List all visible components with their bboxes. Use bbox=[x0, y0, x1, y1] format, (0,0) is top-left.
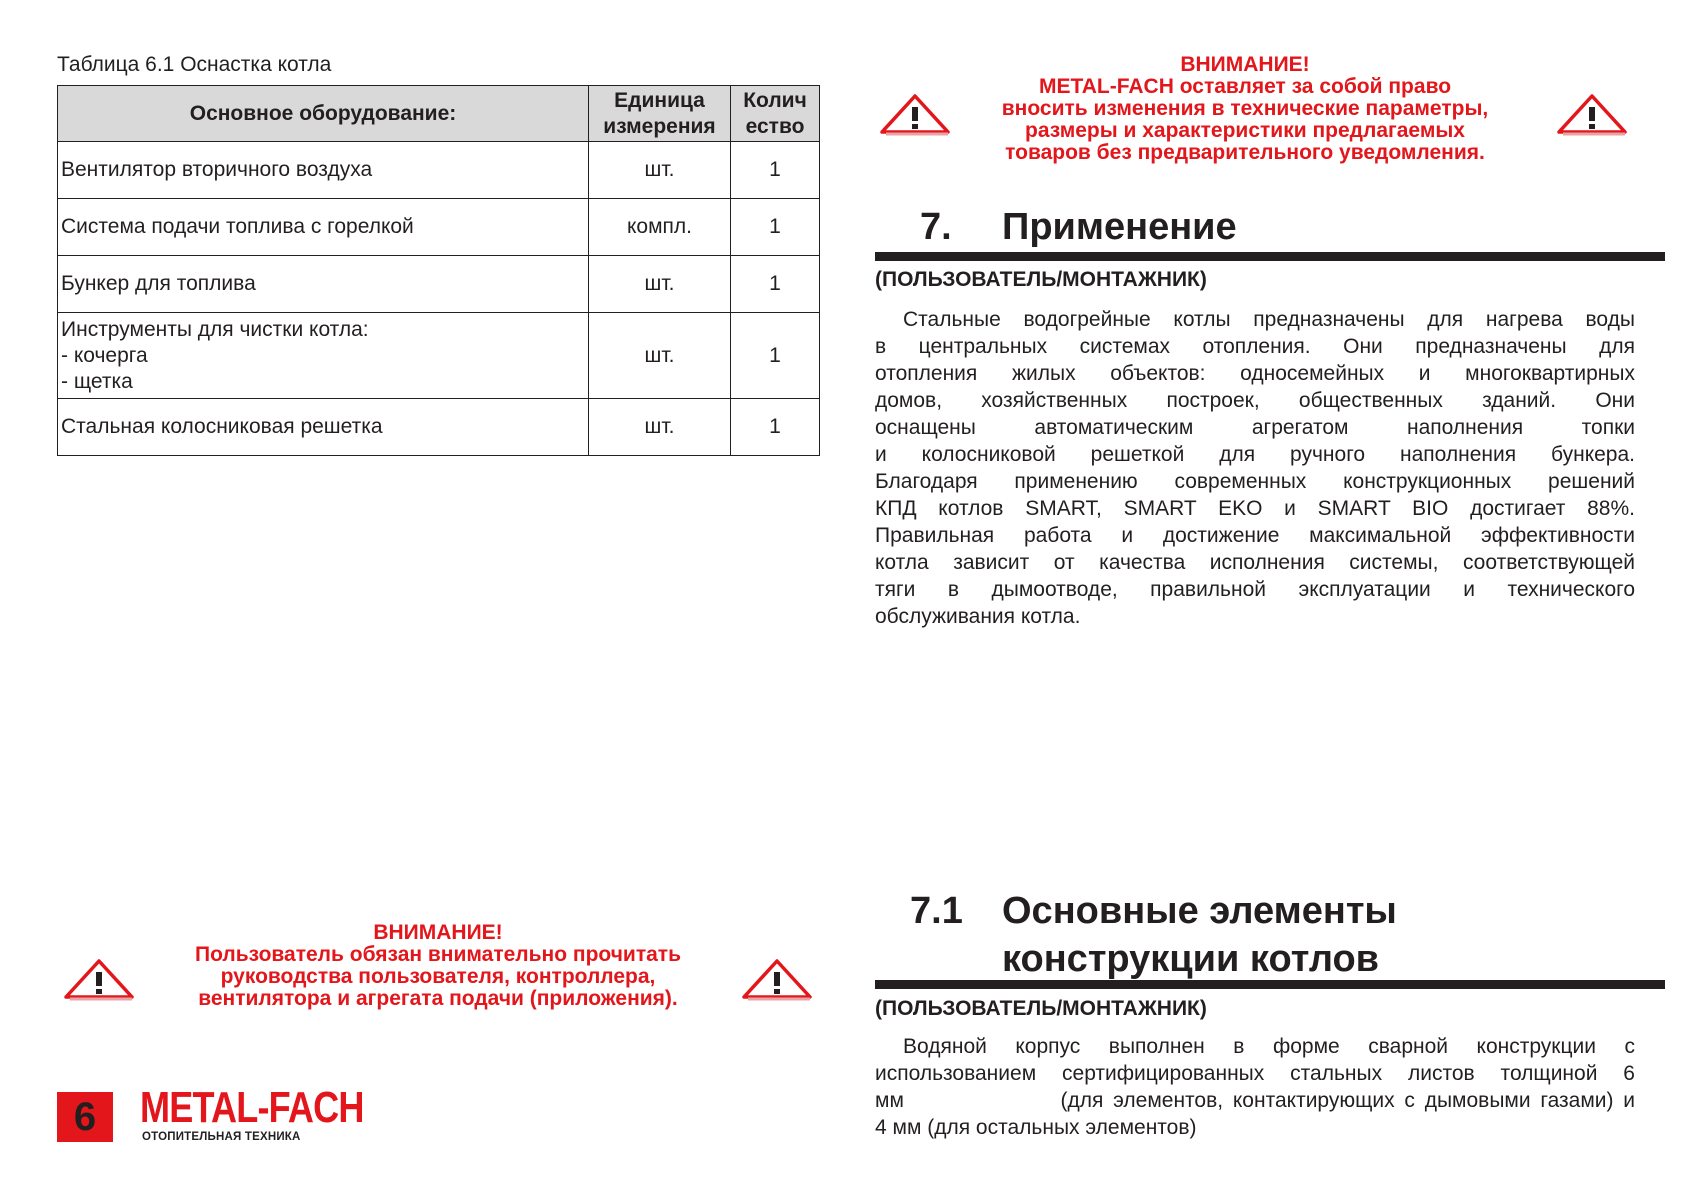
row-qty: 1 bbox=[731, 313, 820, 399]
section-7-body bbox=[875, 306, 1635, 630]
section-7-1-title-line: конструкции котлов bbox=[1002, 938, 1380, 980]
page-number: 6 bbox=[57, 1092, 113, 1142]
row-name-line: - кочерга bbox=[61, 343, 148, 367]
body-line: обслуживания котла. bbox=[875, 605, 1081, 628]
body-line: в центральных системах отопления. Они предназначены для bbox=[875, 335, 1635, 358]
body-line: 4 мм (для остальных элементов) bbox=[875, 1116, 1197, 1139]
warning-bottom-line: руководства пользователя, контроллера, bbox=[220, 965, 656, 988]
body-line: Правильная работа и достижение максимальной эффективности bbox=[875, 524, 1635, 547]
header-quantity bbox=[731, 86, 820, 142]
warning-bottom-title: ВНИМАНИЕ! bbox=[373, 921, 503, 944]
row-name: Вентилятор вторичного воздуха bbox=[58, 142, 589, 199]
body-line: Стальные водогрейные котлы предназначены для нагрева воды bbox=[903, 308, 1635, 331]
table-row bbox=[58, 313, 820, 399]
equipment-table bbox=[57, 85, 820, 456]
section-7-rule bbox=[875, 252, 1665, 261]
body-line: домов, хозяйственных построек, общественных зданий. Они bbox=[875, 389, 1635, 412]
body-line: Водяной корпус выполнен в форме сварной конструкции с bbox=[903, 1035, 1635, 1058]
table-row bbox=[58, 256, 820, 313]
body-line: Благодаря применению современных конструкционных решений bbox=[875, 470, 1635, 493]
body-line: и колосниковой решеткой для ручного наполнения бункера. bbox=[875, 443, 1635, 466]
brand-tagline: ОТОПИТЕЛЬНАЯ ТЕХНИКА bbox=[142, 1131, 301, 1143]
row-qty: 1 bbox=[731, 256, 820, 313]
warning-top-title: ВНИМАНИЕ! bbox=[1180, 53, 1310, 76]
row-unit: компл. bbox=[589, 199, 731, 256]
warning-triangle-icon bbox=[62, 957, 136, 1003]
warning-bottom-line: Пользователь обязан внимательно прочитать bbox=[195, 943, 681, 966]
body-line: мм (для элементов, контактирующих с дымовыми газами) и bbox=[875, 1089, 1635, 1112]
section-7-1-title-line: Основные элементы bbox=[1002, 890, 1397, 932]
row-name: Система подачи топлива с горелкой bbox=[58, 199, 589, 256]
warning-top-line: размеры и характеристики предлагаемых bbox=[1025, 119, 1465, 142]
header-unit-line-2: измерения bbox=[603, 114, 716, 138]
row-qty: 1 bbox=[731, 142, 820, 199]
section-7-subheading: (ПОЛЬЗОВАТЕЛЬ/МОНТАЖНИК) bbox=[875, 268, 1207, 291]
header-unit bbox=[589, 86, 731, 142]
row-unit: шт. bbox=[589, 142, 731, 199]
row-qty: 1 bbox=[731, 399, 820, 456]
row-unit: шт. bbox=[589, 256, 731, 313]
warning-top-line: METAL-FACH оставляет за собой право bbox=[1038, 75, 1452, 98]
section-7-title: Применение bbox=[1002, 206, 1237, 248]
header-equipment: Основное оборудование: bbox=[58, 86, 589, 142]
warning-triangle-icon bbox=[1555, 92, 1629, 138]
body-line: КПД котлов SMART, SMART EKO и SMART BIO достигает 88%. bbox=[875, 497, 1635, 520]
table-row bbox=[58, 399, 820, 456]
table-row bbox=[58, 199, 820, 256]
warning-bottom-line: вентилятора и агрегата подачи (приложения). bbox=[198, 987, 678, 1010]
warning-top bbox=[950, 54, 1540, 164]
warning-triangle-icon bbox=[740, 957, 814, 1003]
section-7-1-rule bbox=[875, 980, 1665, 989]
section-7-1-title bbox=[1002, 889, 1397, 981]
body-line: котла зависит от качества исполнения системы, соответствующей bbox=[875, 551, 1635, 574]
header-qty-line-1: Колич bbox=[743, 88, 807, 112]
row-name-line: - щетка bbox=[61, 369, 133, 393]
row-name: Бункер для топлива bbox=[58, 256, 589, 313]
brand-logo: METAL-FACH bbox=[140, 1083, 364, 1132]
row-name: Стальная колосниковая решетка bbox=[58, 399, 589, 456]
warning-top-line: товаров без предварительного уведомления. bbox=[1005, 141, 1485, 164]
row-name bbox=[58, 313, 589, 399]
section-7-1-subheading: (ПОЛЬЗОВАТЕЛЬ/МОНТАЖНИК) bbox=[875, 997, 1207, 1020]
section-7-1-number: 7.1 bbox=[910, 890, 963, 932]
row-unit: шт. bbox=[589, 399, 731, 456]
section-7-1-body bbox=[875, 1033, 1635, 1141]
header-qty-line-2: ество bbox=[745, 114, 805, 138]
warning-top-line: вносить изменения в технические параметры, bbox=[1001, 97, 1489, 120]
body-line: отопления жилых объектов: односемейных и многоквартирных bbox=[875, 362, 1635, 385]
table-row bbox=[58, 142, 820, 199]
body-line: тяги в дымоотводе, правильной эксплуатации и технического bbox=[875, 578, 1635, 601]
warning-bottom bbox=[138, 922, 738, 1010]
row-name-line: Инструменты для чистки котла: bbox=[61, 317, 369, 341]
body-line: оснащены автоматическим агрегатом наполнения топки bbox=[875, 416, 1635, 439]
row-qty: 1 bbox=[731, 199, 820, 256]
row-unit: шт. bbox=[589, 313, 731, 399]
warning-triangle-icon bbox=[878, 92, 952, 138]
section-7-number: 7. bbox=[920, 206, 952, 248]
body-line: использованием сертифицированных стальных листов толщиной 6 bbox=[875, 1062, 1635, 1085]
table-header-row bbox=[58, 86, 820, 142]
header-unit-line-1: Единица bbox=[614, 88, 705, 112]
table-caption: Таблица 6.1 Оснастка котла bbox=[57, 53, 332, 76]
